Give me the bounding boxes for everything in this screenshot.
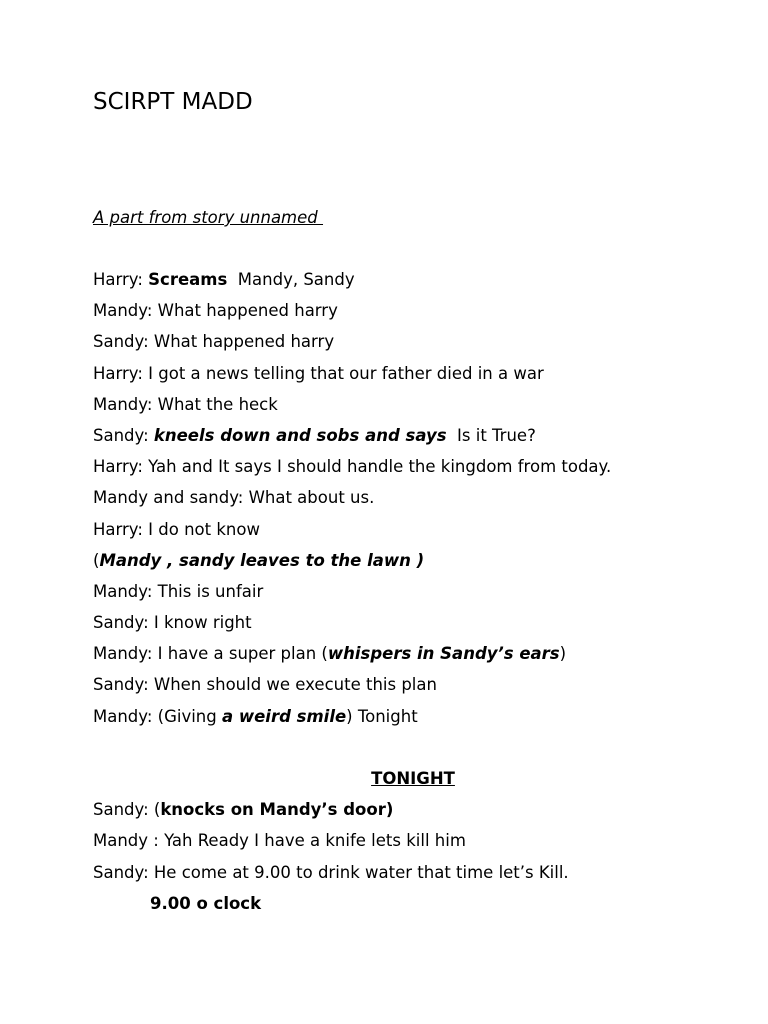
paren-open: ( xyxy=(93,550,100,570)
script-line-12: Sandy: I know right xyxy=(93,613,252,633)
document-title: SCIRPT MADD xyxy=(93,89,253,115)
speaker: Mandy: I have a super plan ( xyxy=(93,644,328,664)
stage-direction: whispers in Sandy’s ears xyxy=(327,644,560,664)
stage-direction: a weird smile xyxy=(221,706,347,726)
time-marker: 9.00 o clock xyxy=(150,893,262,913)
script-line-11: Mandy: This is unfair xyxy=(93,581,264,601)
script-line-3: Sandy: What happened harry xyxy=(93,332,335,352)
script-line-17: Mandy : Yah Ready I have a knife lets kill him xyxy=(93,831,466,851)
speaker: Mandy: (Giving xyxy=(93,706,222,726)
stage-direction: Mandy , sandy leaves to the lawn ) xyxy=(99,550,425,570)
script-line-9: Harry: I do not know xyxy=(93,519,260,539)
paren-close: ) xyxy=(559,644,567,664)
stage-direction: Screams xyxy=(148,270,228,289)
script-line-6 xyxy=(93,424,733,455)
script-line-2: Mandy: What happened harry xyxy=(93,301,338,321)
dialogue: Is it True? xyxy=(446,425,536,445)
stage-direction: kneels down and sobs and says xyxy=(153,425,447,445)
script-body xyxy=(93,268,733,923)
dialogue: ) Tonight xyxy=(346,706,418,726)
script-line-10 xyxy=(93,549,733,580)
blank-line xyxy=(93,736,733,767)
script-line-13 xyxy=(93,642,733,673)
script-line-5: Mandy: What the heck xyxy=(93,394,278,414)
document-subtitle: A part from story unnamed xyxy=(93,208,324,227)
script-line-4: Harry: I got a news telling that our father died in a war xyxy=(93,363,544,383)
speaker: Sandy: ( xyxy=(93,800,161,820)
script-line-14: Sandy: When should we execute this plan xyxy=(93,675,437,695)
script-line-1 xyxy=(93,268,733,299)
script-line-18: Sandy: He come at 9.00 to drink water that time let’s Kill. xyxy=(93,862,569,882)
script-line-7: Harry: Yah and It says I should handle the kingdom from today. xyxy=(93,457,612,477)
speaker: Sandy: xyxy=(93,425,154,445)
script-line-15 xyxy=(93,705,733,736)
scene-heading: TONIGHT xyxy=(371,769,455,788)
script-line-8: Mandy and sandy: What about us. xyxy=(93,488,375,508)
script-line-16 xyxy=(93,798,733,829)
dialogue: Mandy, Sandy xyxy=(227,270,355,289)
stage-direction: knocks on Mandy’s door) xyxy=(160,800,394,820)
speaker: Harry: xyxy=(93,270,149,289)
